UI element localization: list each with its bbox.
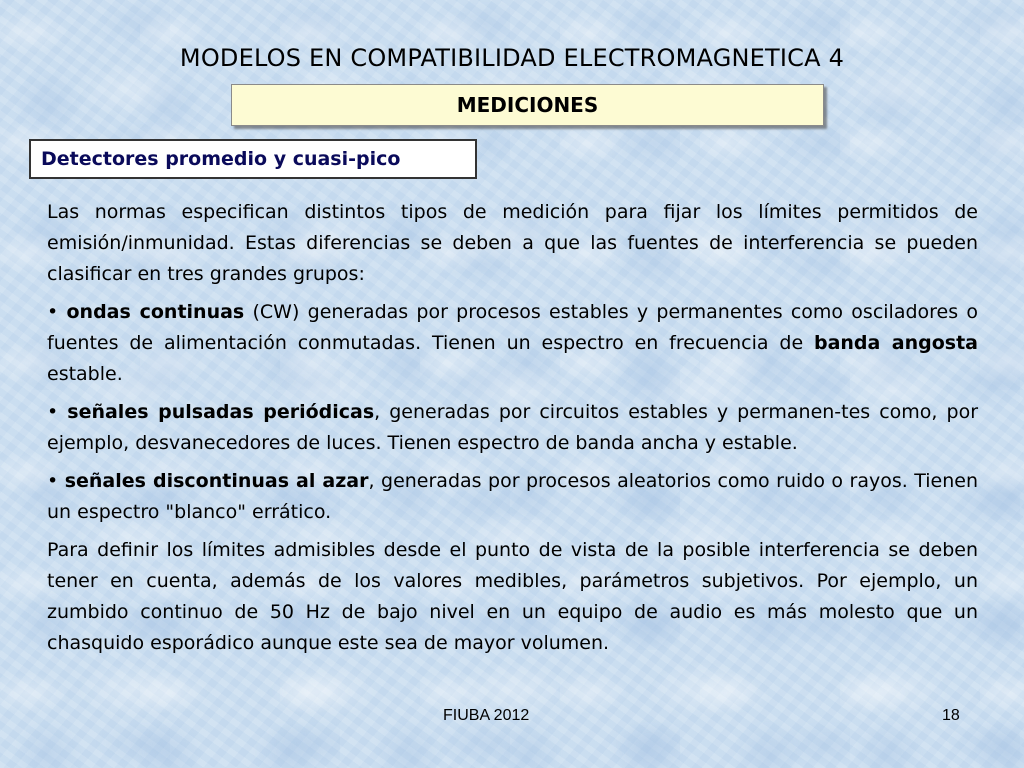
bullet-term: ondas continuas [66,301,245,323]
bullet-text-end: estable. [47,363,123,385]
bullet-text: (CW) generadas por procesos estables y permanentes como osciladores o fuentes de alimentación conmutadas. Tienen un espectro en frecuencia de [47,301,979,354]
bullet-item-cw [47,297,978,390]
footer-institution: FIUBA 2012 [443,707,530,724]
banner-label: MEDICIONES [456,93,599,117]
section-banner [231,84,824,126]
bullet-text: , generadas por circuitos estables y permanen-tes como, por ejemplo, desvanecedores de luces. Tienen espectro de banda ancha y estable. [47,401,979,454]
footer-page-number: 18 [942,707,960,724]
bullet-marker: • [47,470,59,492]
bullet-text: , generadas por procesos aleatorios como ruido o rayos. Tienen un espectro "blanco" errático. [47,470,979,523]
closing-paragraph: Para definir los límites admisibles desde el punto de vista de la posible interferencia se deben tener en cuenta, además de los valores medibles, parámetros subjetivos. Por ejemplo, un zumbido continuo de 50 Hz de bajo nivel en un equipo de audio es más molesto que un chasquido esporádico aunque este sea de mayor volumen. [47,539,978,654]
intro-paragraph: Las normas especifican distintos tipos de medición para fijar los límites permitidos de emisión/inmunidad. Estas diferencias se deben a que las fuentes de interferencia se pueden clasificar en tres grandes grupos: [47,201,978,285]
bullet-marker: • [47,401,59,423]
slide-body [47,197,978,666]
bullet-item-random [47,466,978,528]
bullet-term: señales discontinuas al azar [64,470,369,492]
bullet-term-secondary: banda angosta [813,332,978,354]
bullet-term: señales pulsadas periódicas [67,401,375,423]
subsection-heading: Detectores promedio y cuasi-pico [41,148,401,170]
subsection-heading-box [29,139,477,179]
bullet-marker: • [47,301,59,323]
slide-title: MODELOS EN COMPATIBILIDAD ELECTROMAGNETICA 4 [179,44,845,72]
bullet-item-pulsed [47,397,978,459]
